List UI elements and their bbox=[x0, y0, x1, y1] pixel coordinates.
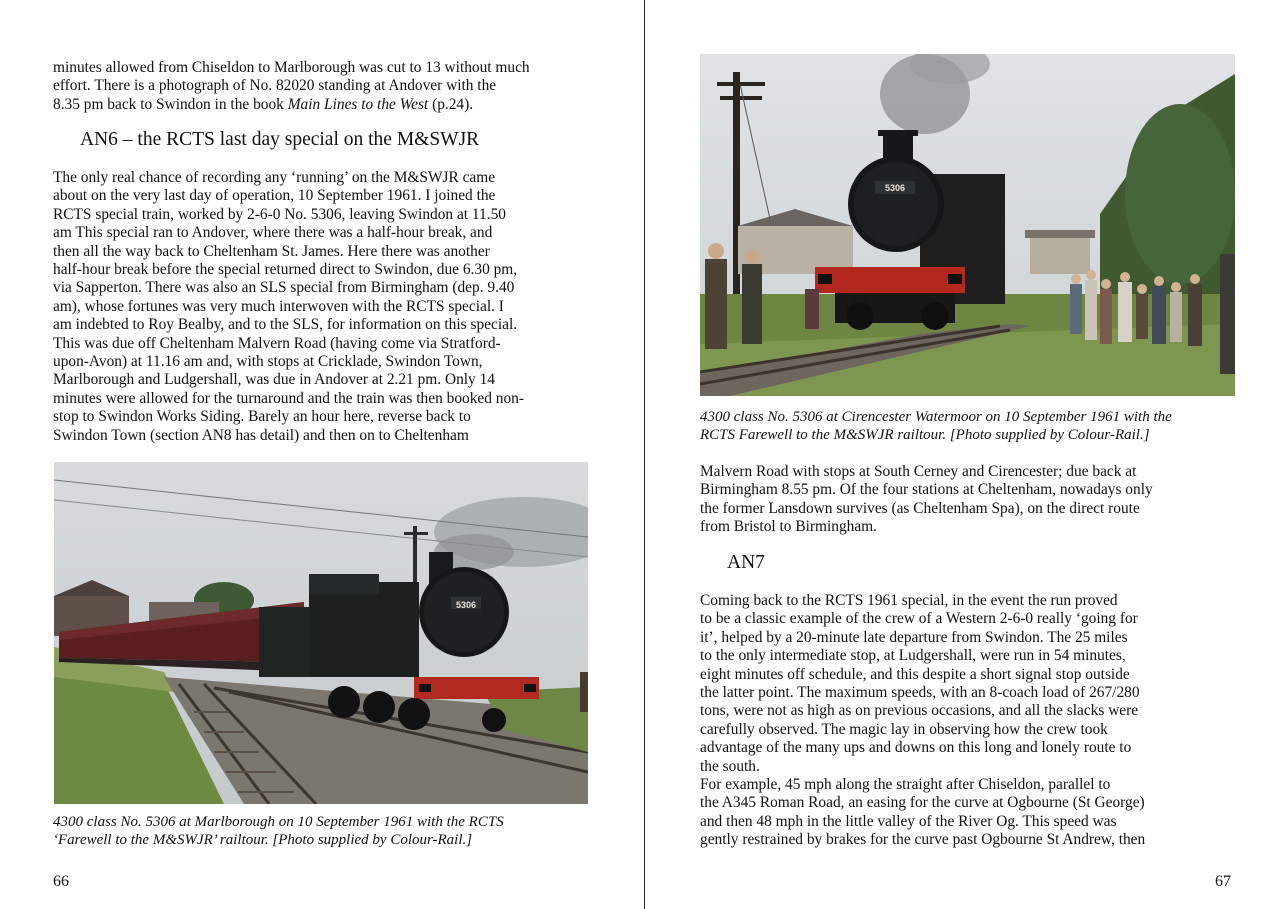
an7-body-paragraph-2: For example, 45 mph along the straight after Chiseldon, parallel to the A345 Roman Road, an easing for the curve at Ogbourne (St George) and then 48 mph in the little valley of the River Og. This speed was gently restrained by brakes for the curve past Ogbourne St Andrew, then bbox=[700, 776, 1146, 849]
cirencester-train-photo bbox=[700, 54, 1235, 396]
marlborough-photo-caption: 4300 class No. 5306 at Marlborough on 10 September 1961 with the RCTS ‘Farewell to the M&SWJR’ railtour. [Photo supplied by Colour-Rail.] bbox=[53, 814, 504, 849]
book-title: Main Lines to the West bbox=[287, 95, 429, 113]
page-number-left: 66 bbox=[53, 873, 69, 890]
marlborough-train-photo bbox=[54, 462, 588, 804]
an7-body-paragraph-1: Coming back to the RCTS 1961 special, in the event the run proved to be a classic example of the crew of a Western 2-6-0 really ‘going for it’, helped by a 20-minute late departure from Swindon. The 25 miles to the only intermediate stop, at Ludgershall, were run in 54 minutes, eight minutes off schedule, and this despite a short signal stop outside the latter point. The maximum speeds, with an 8-coach load of 267/280 tons, were not as high as on previous occasions, and all the slacks were carefully observed. The magic lay in observing how the crew took advantage of the many ups and downs on this long and lonely route to the south. bbox=[700, 592, 1140, 775]
cirencester-photo-caption: 4300 class No. 5306 at Cirencester Watermoor on 10 September 1961 with the RCTS Farewell to the M&SWJR railtour. [Photo supplied by Colour-Rail.] bbox=[700, 409, 1172, 444]
an6-body-paragraph: The only real chance of recording any ‘running’ on the M&SWJR came about on the very last day of operation, 10 September 1961. I joined the RCTS special train, worked by 2-6-0 No. 5306, leaving Swindon at 11.50 am This special ran to Andover, where there was a half-hour break, and then all the way back to Cheltenham St. James. Here there was another half-hour break before the special returned direct to Swindon, due 6.30 pm, via Sapperton. There was also an SLS special from Birmingham (dep. 9.40 am), whose fortunes was very much interwoven with the RCTS special. I am indebted to Roy Bealby, and to the SLS, for information on this special. This was due off Cheltenham Malvern Road (having come via Stratford- upon-Avon) at 11.16 am and, with stops at Cricklade, Swindon Town, Marlborough and Ludgershall, was due in Andover at 2.21 pm. Only 14 minutes were allowed for the turnaround and the train was then booked non- stop to Swindon Works Siding. Barely an hour here, reverse back to Swindon Town (section AN8 has detail) and then on to Cheltenham bbox=[53, 169, 524, 444]
intro-text-end: (p.24). bbox=[428, 95, 474, 113]
section-heading-an7: AN7 bbox=[727, 552, 765, 573]
intro-text: minutes allowed from Chiseldon to Marlborough was cut to 13 without much effort. There is a photograph of No. 82020 standing at Andover with the 8.35 pm back to Swindon in the book bbox=[53, 59, 530, 113]
right-page bbox=[645, 0, 1288, 909]
left-loco-number: 5306 bbox=[455, 600, 477, 610]
continuation-paragraph: Malvern Road with stops at South Cerney and Cirencester; due back at Birmingham 8.55 pm. Of the four stations at Cheltenham, nowadays only the former Lansdown survives (as Cheltenham Spa), on the direct route from Bristol to Birmingham. bbox=[700, 463, 1153, 536]
section-heading-an6: AN6 – the RCTS last day special on the M&SWJR bbox=[80, 129, 480, 150]
page-number-right: 67 bbox=[1215, 873, 1231, 890]
right-loco-number: 5306 bbox=[884, 183, 906, 193]
intro-paragraph bbox=[53, 59, 613, 114]
